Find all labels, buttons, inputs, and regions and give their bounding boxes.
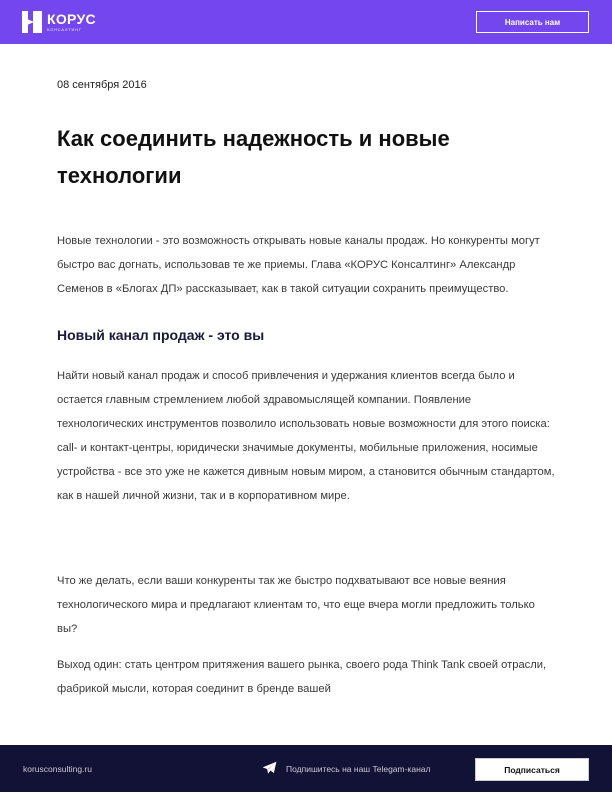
site-link[interactable]: korusconsulting.ru [23, 764, 92, 774]
telegram-link[interactable]: Подпишитесь на наш Telegam-канал [286, 764, 431, 774]
article-title: Как соединить надежность и новые технологии [57, 126, 450, 188]
contact-us-button[interactable]: Написать нам [476, 11, 589, 33]
paper-plane-icon [262, 761, 277, 775]
article-date: 08 сентября 2016 [57, 79, 147, 91]
site-header [0, 0, 612, 44]
section-heading: Новый канал продаж - это вы [57, 327, 265, 343]
logo-subtitle: КОНСАЛТИНГ [47, 27, 82, 32]
article-paragraph: Выход один: стать центром притяжения вашего рынка, своего рода Think Tank своей отрасли, фабрикой мысли, которая соединит в бренде вашей [57, 659, 547, 695]
subscribe-button[interactable]: Подписаться [475, 758, 589, 781]
korus-logo-icon [22, 11, 42, 33]
logo-name: КОРУС [47, 11, 96, 27]
article-paragraph: Что же делать, если ваши конкуренты так же быстро подхватывают все новые веяния технологического мира и предлагают клиентам то, что еще вчера могли предложить только вы? [57, 575, 535, 635]
article-paragraph: Найти новый канал продаж и способ привлечения и удержания клиентов всегда было и остается главным стремлением любой здравомыслящей компании. Появление технологических инструментов позволило использовать новые возможности для этого поиска: call- и контакт-центры, юридически значимые документы, мобильные приложения, носимые устройства - все это уже не кажется дивным новым миром, а становится обычным стандартом, как в нашей личной жизни, так и в корпоративном мире. [57, 370, 555, 502]
korus-logo[interactable] [22, 11, 96, 33]
article-intro: Новые технологии - это возможность открывать новые каналы продаж. Но конкуренты могут быстро вас догнать, использовав те же приемы. Глава «КОРУС Консалтинг» Александр Семенов в «Блогах ДП» рассказывает, как в такой ситуации сохранить преимущество. [57, 235, 540, 295]
site-footer [0, 745, 612, 792]
